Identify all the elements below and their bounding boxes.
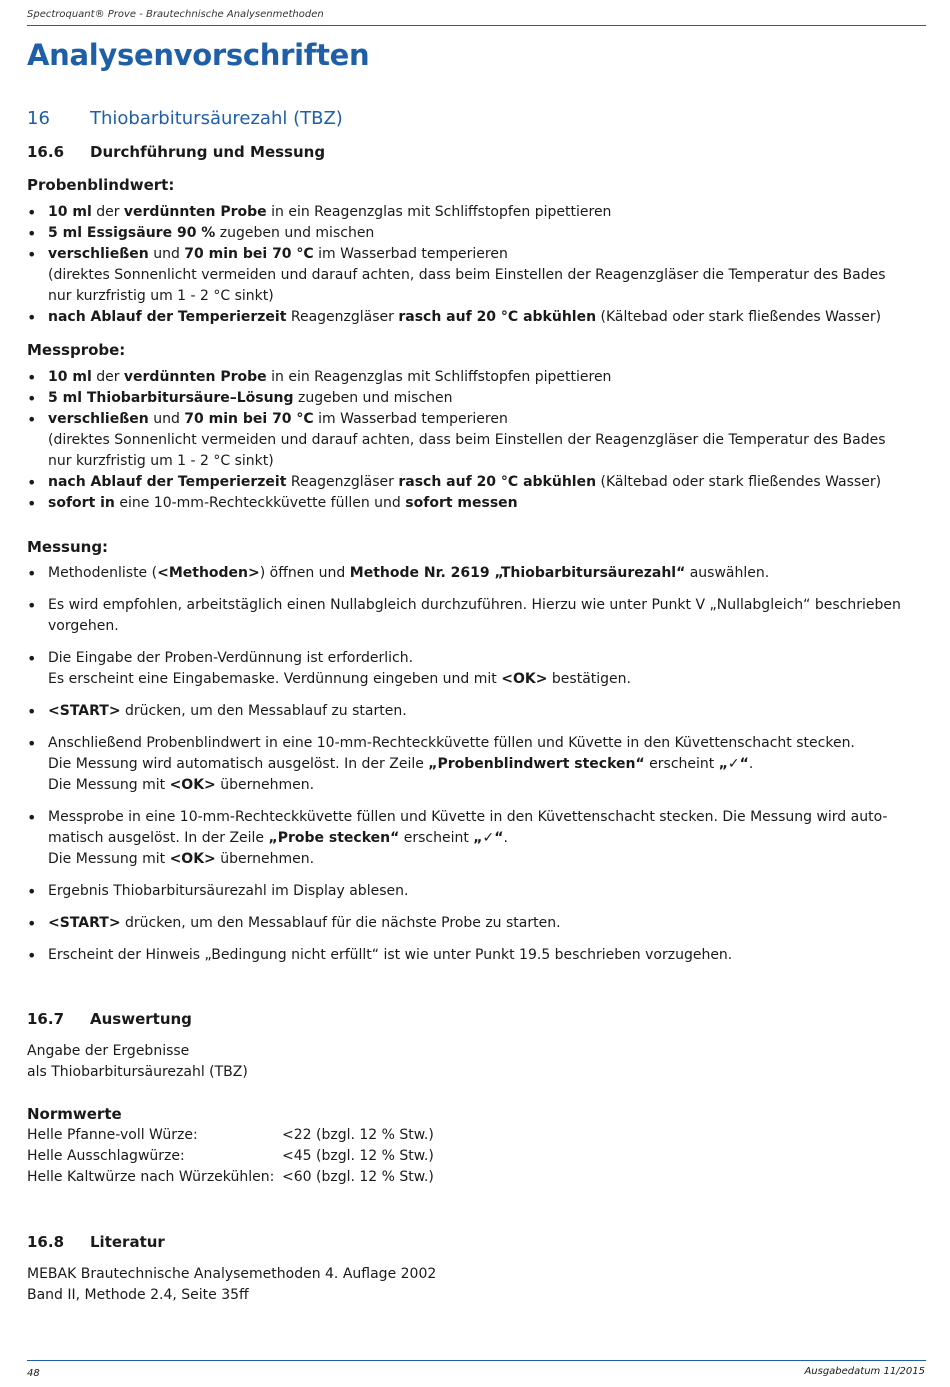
bold-text: 70 min bei 70 °C (184, 411, 314, 427)
bold-text: verschließen (48, 246, 149, 262)
text-segment: der (91, 204, 124, 220)
literatur-text (27, 1264, 907, 1306)
text-segment: im Wasserbad temperieren (313, 411, 508, 427)
list-item (27, 648, 907, 690)
bold-text: <OK> (169, 851, 216, 867)
auswertung-line: Angabe der Ergebnisse (27, 1043, 190, 1059)
normwerte-block (27, 1104, 907, 1188)
bold-text: 10 ml (48, 204, 92, 220)
list-item (27, 945, 907, 966)
section-title: Durchführung und Messung (90, 143, 326, 161)
bold-text: „Probenblindwert stecken“ (428, 756, 645, 772)
list-item (27, 367, 907, 388)
messung-list (27, 563, 907, 966)
section-number: 16.8 (27, 1233, 65, 1251)
normwert-name: Helle Pfanne-voll Würze: (27, 1127, 198, 1143)
text-segment: drücken, um den Messablauf für die nächste Probe zu starten. (120, 915, 561, 931)
header-rule (27, 25, 926, 26)
text-segment: im Wasserbad temperieren (313, 246, 508, 262)
bold-text: sofort in (48, 495, 115, 511)
bold-text: „Probe stecken“ (268, 830, 400, 846)
text-segment: (direktes Sonnenlicht vermeiden und darauf achten, dass beim Einstellen der Reagenzgläser die Temperatur des Bades nur kurzfristig um 1 - 2 °C sinkt) (48, 267, 886, 304)
list-item (27, 409, 907, 472)
section-16-6-heading (27, 143, 325, 161)
section-title: Literatur (90, 1233, 165, 1251)
section-title: Auswertung (90, 1010, 192, 1028)
bold-text: nach Ablauf der Temperierzeit (48, 309, 287, 325)
text-segment: übernehmen. (215, 777, 315, 793)
messprobe-list (27, 367, 907, 514)
bold-text: nach Ablauf der Temperierzeit (48, 474, 287, 490)
section-16-7-heading (27, 1010, 192, 1028)
text-segment: übernehmen. (215, 851, 315, 867)
section-number: 16 (27, 108, 50, 129)
text-segment: ) öffnen und (259, 565, 350, 581)
probenblindwert-list (27, 202, 907, 328)
literatur-line: MEBAK Brautechnische Analysemethoden 4. Auflage 2002 (27, 1266, 437, 1282)
bold-text: <Methoden> (157, 565, 260, 581)
text-segment: Die Messung mit (48, 777, 170, 793)
list-item (27, 701, 907, 722)
text-segment: Anschließend Probenblindwert in eine 10-mm-Rechteckküvette füllen und Küvette in den Küvettenschacht stecken. (48, 735, 855, 751)
list-item (27, 595, 907, 637)
list-item (27, 493, 907, 514)
text-segment: eine 10-mm-Rechteckküvette füllen und (114, 495, 406, 511)
section-title: Thiobarbitursäurezahl (TBZ) (90, 108, 343, 129)
text-segment: (direktes Sonnenlicht vermeiden und darauf achten, dass beim Einstellen der Reagenzgläser die Temperatur des Bades nur kurzfristig um 1 - 2 °C sinkt) (48, 432, 886, 469)
text-segment: auswählen. (685, 565, 770, 581)
text-segment: Messprobe in eine 10-mm-Rechteckküvette füllen und Küvette in den Küvettenschacht stecken. Die Messung wird auto- (48, 809, 888, 825)
text-segment: Die Eingabe der Proben-Verdünnung ist erforderlich. (48, 650, 414, 666)
bold-text: verschließen (48, 411, 149, 427)
text-segment: Ergebnis Thiobarbitursäurezahl im Display ablesen. (48, 883, 409, 899)
text-segment: Erscheint der Hinweis „Bedingung nicht erfüllt“ ist wie unter Punkt 19.5 beschrieben vorzugehen. (48, 947, 733, 963)
normwerte-label: Normwerte (27, 1105, 122, 1123)
bold-text: 5 ml Essigsäure 90 % (48, 225, 216, 241)
text-segment: und (148, 246, 185, 262)
auswertung-line: als Thiobarbitursäurezahl (TBZ) (27, 1064, 248, 1080)
list-item (27, 881, 907, 902)
text-segment: in ein Reagenzglas mit Schliffstopfen pipettieren (266, 369, 612, 385)
literatur-line: Band II, Methode 2.4, Seite 35ff (27, 1287, 249, 1303)
probenblindwert-block (27, 175, 907, 328)
bold-text: „✓“ (718, 756, 749, 772)
table-row (27, 1125, 434, 1146)
text-segment: der (91, 369, 124, 385)
normwert-name: Helle Ausschlagwürze: (27, 1148, 185, 1164)
footer-rule (27, 1360, 926, 1361)
list-item (27, 307, 907, 328)
text-segment: erscheint (399, 830, 474, 846)
issue-date: Ausgabedatum 11/2015 (804, 1366, 925, 1377)
page-title: Analysenvorschriften (27, 38, 370, 72)
text-segment: Es wird empfohlen, arbeitstäglich einen Nullabgleich durchzuführen. Hierzu wie unter Punkt V „Nullabgleich“ beschrieben vorgehen. (48, 597, 901, 634)
bold-text: 5 ml Thiobarbitursäure–Lösung (48, 390, 294, 406)
auswertung-text (27, 1041, 907, 1083)
normwert-name: Helle Kaltwürze nach Würzekühlen: (27, 1169, 275, 1185)
list-item (27, 388, 907, 409)
list-item (27, 807, 907, 870)
text-segment: Methodenliste ( (48, 565, 158, 581)
messung-label: Messung: (27, 538, 109, 556)
text-segment: Reagenzgläser (286, 309, 399, 325)
bold-text: 70 min bei 70 °C (184, 246, 314, 262)
text-segment: Die Messung mit (48, 851, 170, 867)
bold-text: 10 ml (48, 369, 92, 385)
list-item (27, 563, 907, 584)
list-item (27, 913, 907, 934)
text-segment: zugeben und mischen (215, 225, 375, 241)
bold-text: rasch auf 20 °C abkühlen (398, 474, 597, 490)
text-segment: in ein Reagenzglas mit Schliffstopfen pipettieren (266, 204, 612, 220)
section-16-8-heading (27, 1233, 165, 1251)
section-number: 16.6 (27, 143, 65, 161)
list-item (27, 202, 907, 223)
bold-text: verdünnten Probe (123, 369, 267, 385)
page-number: 48 (27, 1368, 40, 1379)
table-row (27, 1146, 434, 1167)
bold-text: <START> (48, 915, 121, 931)
text-segment: (Kältebad oder stark fließendes Wasser) (596, 474, 882, 490)
section-number: 16.7 (27, 1010, 65, 1028)
messprobe-label: Messprobe: (27, 341, 126, 359)
bold-text: sofort messen (405, 495, 518, 511)
list-item (27, 244, 907, 307)
bold-text: <OK> (169, 777, 216, 793)
text-segment: erscheint (644, 756, 719, 772)
text-segment: matisch ausgelöst. In der Zeile (48, 830, 269, 846)
section-16-heading (27, 108, 343, 129)
messprobe-block (27, 340, 907, 514)
text-segment: und (148, 411, 185, 427)
bold-text: <OK> (501, 671, 548, 687)
normwerte-table (27, 1125, 434, 1188)
text-segment: zugeben und mischen (293, 390, 453, 406)
running-header: Spectroquant® Prove - Brautechnische Analysenmethoden (27, 9, 324, 20)
list-item (27, 472, 907, 493)
text-segment: Die Messung wird automatisch ausgelöst. In der Zeile (48, 756, 429, 772)
normwert-value: <45 (bzgl. 12 % Stw.) (282, 1148, 434, 1164)
text-segment: Es erscheint eine Eingabemaske. Verdünnung eingeben und mit (48, 671, 502, 687)
bold-text: verdünnten Probe (123, 204, 267, 220)
list-item (27, 733, 907, 796)
text-segment: (Kältebad oder stark fließendes Wasser) (596, 309, 882, 325)
text-segment: drücken, um den Messablauf zu starten. (120, 703, 407, 719)
text-segment: . (503, 830, 508, 846)
bold-text: Methode Nr. 2619 „Thiobarbitursäurezahl“ (349, 565, 686, 581)
text-segment: Reagenzgläser (286, 474, 399, 490)
text-segment: . (748, 756, 754, 772)
text-segment: bestätigen. (547, 671, 631, 687)
probenblindwert-label: Probenblindwert: (27, 176, 175, 194)
messung-block (27, 537, 907, 977)
normwert-value: <60 (bzgl. 12 % Stw.) (282, 1169, 434, 1185)
bold-text: rasch auf 20 °C abkühlen (398, 309, 597, 325)
table-row (27, 1167, 434, 1188)
bold-text: <START> (48, 703, 121, 719)
list-item (27, 223, 907, 244)
bold-text: „✓“ (473, 830, 504, 846)
normwert-value: <22 (bzgl. 12 % Stw.) (282, 1127, 434, 1143)
